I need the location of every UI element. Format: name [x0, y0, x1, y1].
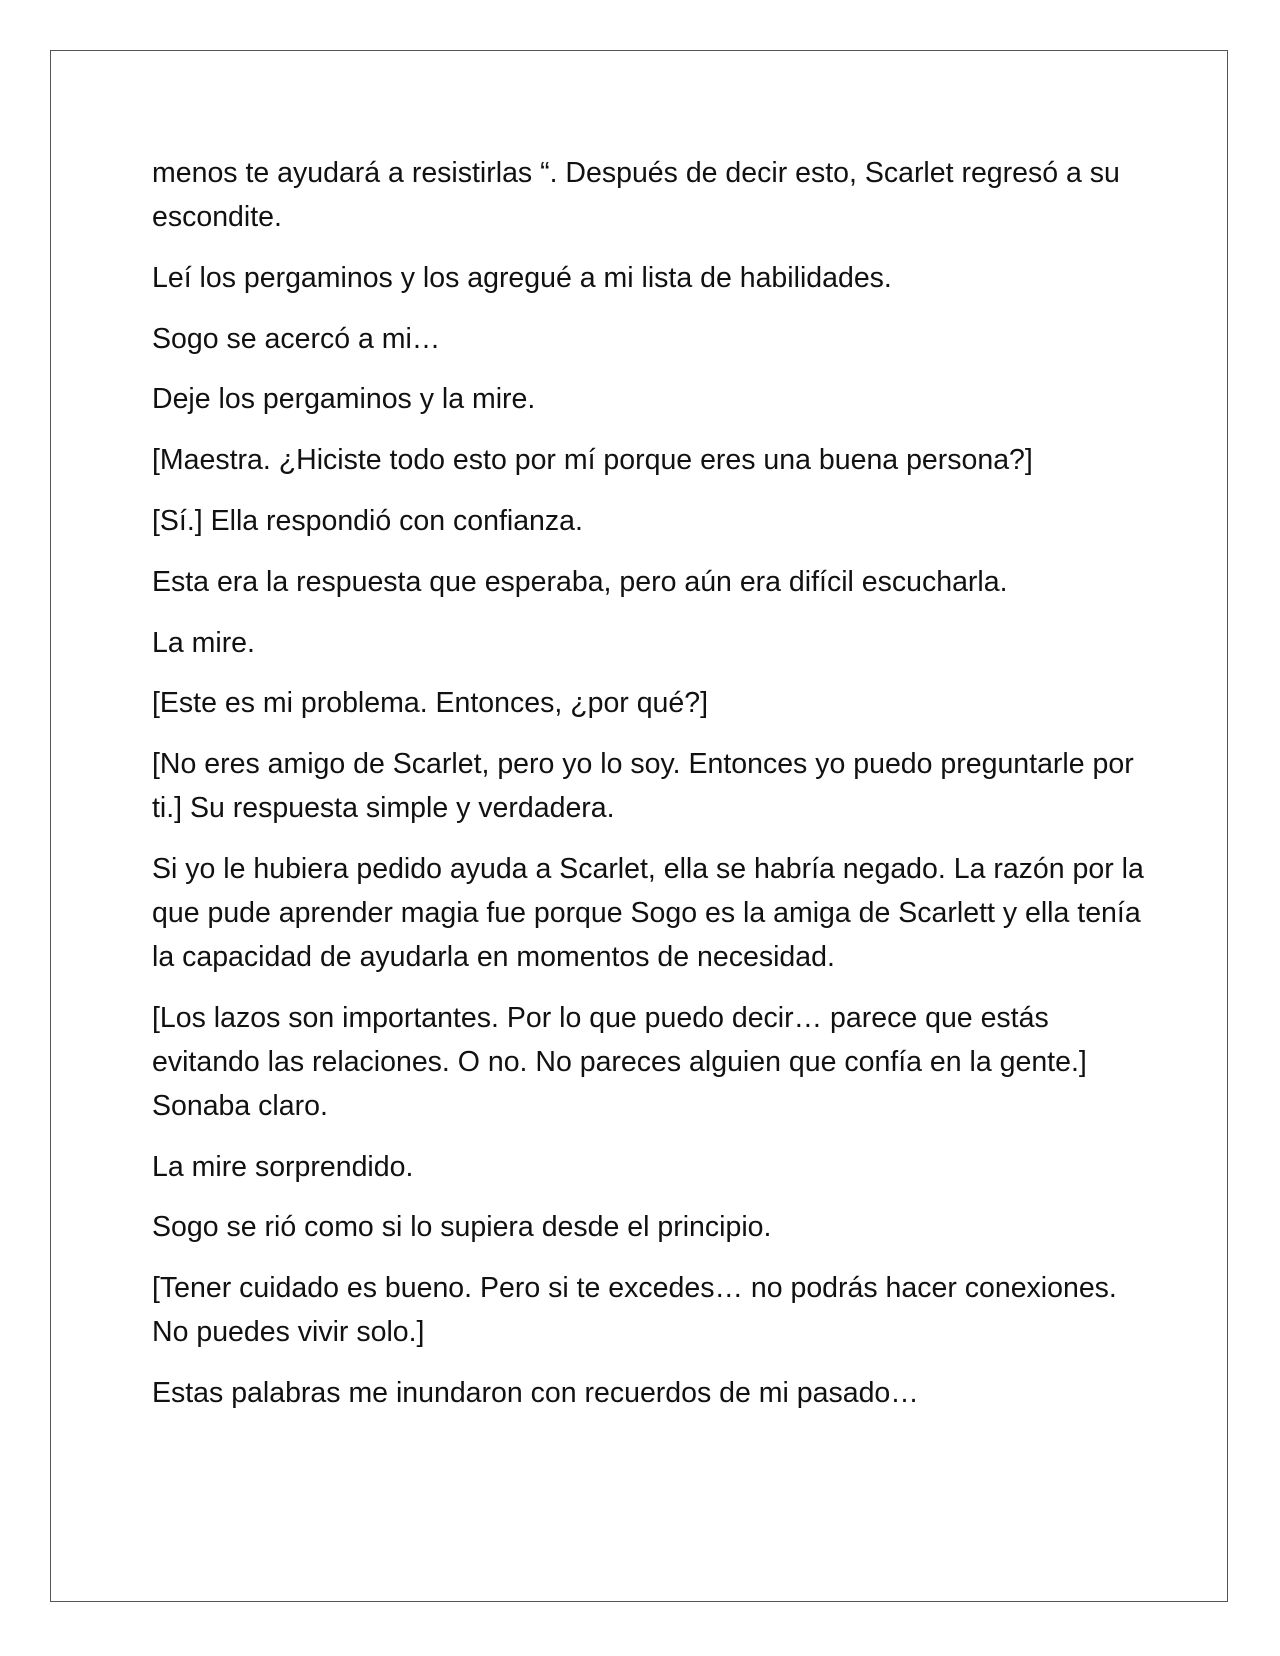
page-frame [50, 50, 1228, 1602]
paragraph: Estas palabras me inundaron con recuerdos de mi pasado… [152, 1376, 919, 1409]
paragraph: [Tener cuidado es bueno. Pero si te excedes… no podrás hacer conexiones. No puedes vivir solo.] [152, 1272, 1117, 1349]
page-body [152, 151, 1152, 1432]
paragraph: [Sí.] Ella respondió con confianza. [152, 504, 583, 537]
paragraph: [Maestra. ¿Hiciste todo esto por mí porque eres una buena persona?] [152, 444, 1033, 477]
paragraph: Sogo se acercó a mi… [152, 322, 441, 355]
paragraph: La mire sorprendido. [152, 1150, 414, 1183]
paragraph: [Los lazos son importantes. Por lo que puedo decir… parece que estás evitando las relaciones. O no. No pareces alguien que confía en la gente.] Sonaba claro. [152, 1001, 1087, 1122]
paragraph: Deje los pergaminos y la mire. [152, 383, 536, 416]
paragraph: Si yo le hubiera pedido ayuda a Scarlet, ella se habría negado. La razón por la que pude aprender magia fue porque Sogo es la amiga de Scarlett y ella tenía la capacidad de ayudarla en momentos de necesidad. [152, 852, 1144, 973]
paragraph: Sogo se rió como si lo supiera desde el principio. [152, 1211, 772, 1244]
paragraph: Leí los pergaminos y los agregué a mi lista de habilidades. [152, 261, 892, 294]
paragraph: Esta era la respuesta que esperaba, pero aún era difícil escucharla. [152, 565, 1008, 598]
paragraph: menos te ayudará a resistirlas “. Después de decir esto, Scarlet regresó a su escondite. [152, 157, 1120, 233]
paragraph: [No eres amigo de Scarlet, pero yo lo soy. Entonces yo puedo preguntarle por ti.] Su respuesta simple y verdadera. [152, 748, 1134, 825]
paragraph: La mire. [152, 626, 255, 659]
paragraph: [Este es mi problema. Entonces, ¿por qué?] [152, 687, 709, 720]
